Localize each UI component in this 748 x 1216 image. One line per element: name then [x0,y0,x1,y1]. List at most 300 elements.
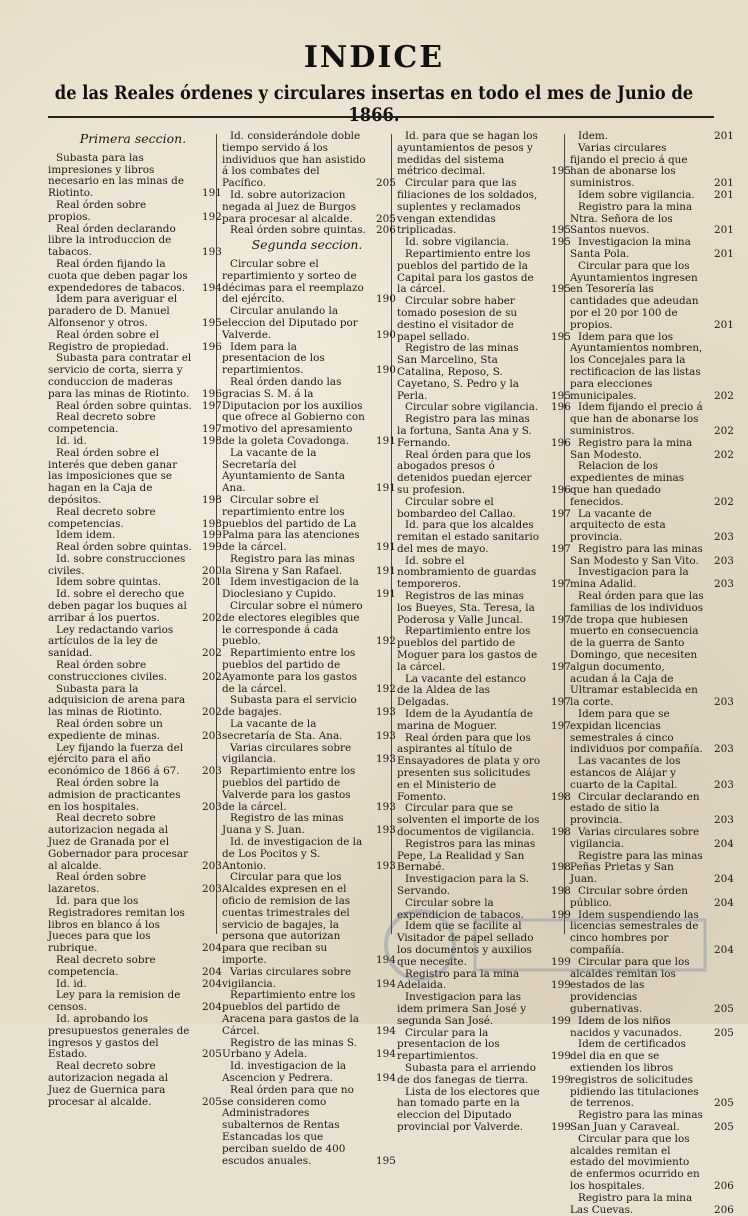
page-number: 194 [376,953,396,966]
page-number: 196 [551,483,571,496]
page-number: 204 [714,896,734,909]
page-number: 199 [551,1014,571,1027]
entry-text: Lista de los electores que han tomado parte en la eleccion del Diputado provincial por Valverde. [397,1085,540,1133]
entry-text: Id. investigacion de la Ascencion y Pedrera. [222,1060,347,1084]
page-number: 190 [376,364,396,377]
entry-text: Investigacion para la mina Adalid. [570,566,689,591]
index-entry [222,694,396,719]
index-entry [397,247,571,296]
page-number: 202 [202,647,222,660]
entry-text: Real órden sobre quintas. [56,399,192,412]
index-entry [222,600,396,648]
page-number: 197 [551,660,571,673]
page-title: INDICE [303,40,445,75]
entry-text: Idem sobre quintas. [56,576,162,589]
entry-text: Varias circulares fijando el precio á que han de abonarse los suministros. [570,141,688,190]
page-number: 195 [202,316,222,329]
index-entry [397,802,571,839]
index-entry [397,1026,571,1063]
index-entry [397,448,571,497]
page-number: 202 [714,448,734,461]
entry-text: Real órden para que los aspirantes al título de Ensayadores de plata y oro presenten sus solicitudes en el Ministerio de Fomento. [397,731,541,803]
page-number: 197 [202,399,222,412]
entry-text: Circular sobre el repartimiento y sorteo de décimas para el reemplazo del ejército. [222,257,364,306]
entry-text: Id. considerándole doble tiempo servido á los individuos que han asistido á los combates del Pacífico. [222,130,366,190]
index-entry [397,672,571,709]
page-number: 205 [202,1095,222,1108]
entry-text: La vacante de la Secretaría del Ayuntamiento de Santa Ana. [222,446,345,495]
entry-text: Idem. [578,130,609,142]
page-number: 193 [202,246,222,259]
entry-text: Repartimiento entre los pueblos del partido de Moguer para los gastos de la cárcel. [397,625,538,673]
page-number: 203 [714,778,734,791]
page-number: 190 [376,328,396,341]
entry-text: Real decreto sobre autorizacion negada al Juez de Granada por el Gobernador para procesar al alcalde. [48,812,189,872]
index-entry [222,989,396,1037]
entry-text: Registros para las minas Pepe, La Realidad y San Bernabé. [397,837,536,874]
page-number: 194 [376,1048,396,1061]
page-number: 192 [376,635,396,648]
entry-text: Id. sobre vigilancia. [405,236,510,249]
page-number: 206 [714,1179,734,1192]
index-entry [397,342,571,402]
index-entry [48,871,222,896]
entry-text: Investigacion para las idem primera San José y segunda San José. [397,991,527,1027]
entry-text: Id. de investigacion de la de Los Pocitos y S. Antonio. [222,836,363,872]
entry-text: Real decreto sobre competencia. [48,411,156,436]
entry-text: Idem investigacion de la Dioclesiano y Cupido. [222,576,359,601]
section-heading: Segunda seccion. [251,237,363,253]
index-entry [48,989,222,1014]
page-number: 193 [376,706,396,719]
index-entry [48,505,222,531]
entry-text: Real órden sobre el Registro de propiedad. [48,328,169,353]
page-number: 195 [551,330,571,343]
index-entry [222,493,396,554]
page-number: 203 [714,578,734,591]
entry-text: Repartimiento entre los pueblos del partido de la Capital para los gastos de la cárcel. [397,247,534,296]
entry-text: Real órden sobre lazaretos. [48,871,147,896]
entry-text: Circular sobre vigilancia. [405,401,539,414]
index-entry [570,590,734,709]
page-number: 201 [714,318,734,331]
entry-text: Id. id. [56,977,87,990]
entry-text: Registro de las minas S. Urbano y Adela. [222,1036,357,1061]
index-entry [570,755,734,791]
page-number: 204 [202,942,222,955]
index-entry [570,790,734,827]
index-entry [222,576,396,601]
index-entry [222,257,396,306]
page-number: 195 [376,1154,396,1167]
entry-text: Idem que se facilite al Visitador de papel sellado los documentos y auxilios que necesite. [397,920,534,968]
page-number: 199 [202,541,222,554]
index-entry [397,1085,571,1134]
entry-text: Idem de certificados del dia en que se extienden los libros registros de solicitudes pidiendo las titulaciones de terrenos. [570,1038,699,1110]
index-entry [397,837,571,874]
entry-text: Id. sobre el derecho que deben pagar los buques al arribar á los puertos. [48,588,187,624]
entry-text: La vacante de arquitecto de esta provincia. [570,507,666,544]
page-number: 203 [202,800,222,813]
index-entry [397,1061,571,1087]
page-number: 203 [714,531,734,544]
index-entry [570,1014,734,1040]
index-entry [48,446,222,507]
entry-text: Real órden sobre quintas. [56,541,192,554]
index-entry [397,413,571,449]
entry-text: Real órden fijando la cuota que deben pagar los expendedores de tabacos. [48,257,188,294]
index-entry [222,812,396,837]
entry-text: Id. sobre autorizacion negada al Juez de Burgos para procesar al alcalde. [222,188,357,225]
page-number: 199 [551,1120,571,1133]
page-number: 191 [376,588,396,601]
entry-text: Investigacion para la S. Servando. [397,873,530,897]
entry-text: Ley fijando la fuerza del ejército para el año económico de 1866 á 67. [48,741,184,778]
index-entry [397,295,571,343]
index-entry [48,659,222,684]
index-entry [48,953,222,979]
page-number: 198 [202,517,222,530]
page-number: 205 [714,1097,734,1110]
index-entry [222,871,396,966]
page-number: 201 [714,130,734,142]
page-number: 195 [551,236,571,249]
entry-text: Circular para que los alcaldes remitan el estado del movimiento de enfermos ocurrido en los hospitales. [570,1132,700,1192]
page-number: 200 [202,564,222,577]
entry-text: Real órden dando las gracias S. M. á la Diputacion por los auxilios que ofrece al Gobierno con motivo del apresamiento de la goleta Covadonga. [222,375,365,447]
page-number: 191 [376,564,396,577]
index-entry [570,1191,734,1216]
page-number: 191 [376,541,396,554]
entry-text: Circular sobre el repartimiento entre los pueblos del partido de La Palma para las atenciones de la cárcel. [222,493,360,554]
index-entry [222,1060,396,1085]
index-entry [48,198,222,224]
entry-text: Circular anulando la eleccion del Diputado por Valverde. [222,305,358,341]
index-entry [570,330,734,403]
page-number: 190 [376,293,396,306]
page-number: 195 [551,224,571,237]
entry-text: Circular sobre la expendicion de tabacos. [397,896,524,921]
page-number: 197 [551,578,571,591]
entry-text: Id. para que los alcaldes remitan el estado sanitario del mes de mayo. [397,519,539,555]
page-number: 205 [714,1120,734,1133]
page-number: 195 [551,389,571,402]
index-column-2 [222,130,396,1167]
index-entry [48,151,222,200]
index-entry [48,812,222,872]
index-entry [570,141,734,190]
entry-text: Registro para la mina Adelaida. [397,967,520,992]
page-number: 194 [376,977,396,990]
index-entry [570,460,734,508]
entry-text: Idem sobre vigilancia. [578,188,695,201]
page-number: 206 [714,1203,734,1216]
page-number: 199 [202,529,222,542]
entry-text: Registro para la mina Las Cuevas. [570,1191,693,1216]
page-number: 198 [202,434,222,447]
page-number: 203 [202,765,222,778]
entry-text: Registro de las minas San Marcelino, Sta Catalina, Reposo, S. Cayetano, S. Pedro y la Perla. [397,342,519,402]
library-watermark-stamp [380,900,720,990]
page-number: 203 [714,743,734,756]
entry-text: Real órden sobre el interés que deben ganar las imposiciones que se hagan en la Caja de depósitos. [48,446,178,506]
entry-text: Registro para la mina Ntra. Señora de los Santos nuevos. [570,200,693,237]
page-number: 202 [202,706,222,719]
page-number: 194 [376,1071,396,1084]
index-entry [222,224,396,237]
page-number: 199 [551,1050,571,1063]
entry-text: Registros de las minas los Bueyes, Sta. Teresa, la Poderosa y Valle Juncal. [397,590,535,626]
entry-text: Subasta para el arriendo de dos fanegas de tierra. [397,1061,536,1086]
entry-text: Id. sobre el nombramiento de guardas temporeros. [397,554,537,591]
entry-text: Idem para la presentacion de los repartimientos. [222,340,325,377]
entry-text: Real órden sobre propios. [48,198,147,223]
page-number: 199 [551,908,571,921]
index-entry [48,588,222,624]
page-number: 199 [551,955,571,968]
index-entry [48,293,222,329]
index-entry [222,340,396,377]
index-entry [570,849,734,886]
page-number: 205 [714,1026,734,1039]
index-entry [397,625,571,673]
entry-text: La vacante de la secretaría de Sta. Ana. [222,718,343,742]
page-number: 191 [376,482,396,495]
index-entry [48,411,222,436]
entry-text: Ley redactando varios artículos de la ley de sanidad. [48,623,174,660]
index-entry [222,647,396,695]
page-number: 197 [551,507,571,520]
entry-text: Real órden sobre la admision de practicantes en los hospitales. [48,777,181,813]
page-number: 196 [551,401,571,414]
index-entry [48,257,222,294]
index-entry [222,375,396,448]
section-heading: Primera seccion. [79,131,187,146]
page-number: 193 [376,824,396,837]
entry-text: Varias circulares sobre vigilancia. [222,965,352,990]
entry-text: Real órden sobre quintas. [230,224,366,237]
page-number: 204 [202,977,222,990]
index-entry [48,328,222,354]
page-number: 192 [202,210,222,223]
index-entry [222,836,396,872]
entry-text: Id. sobre construcciones civiles. [48,552,186,577]
index-entry [48,222,222,259]
page-number: 205 [714,1002,734,1015]
index-entry [48,895,222,955]
index-entry [222,1083,396,1168]
entry-text: Real decreto sobre competencias. [48,505,156,530]
index-entry [48,623,222,660]
entry-text: Registro para las minas San Modesto y San Vito. [570,542,703,567]
page-number: 203 [714,554,734,567]
index-entry [222,718,396,743]
entry-text: Id. para que se hagan los ayuntamientos de pesos y medidas del sistema métrico decimal. [397,130,538,178]
index-column-4 [570,130,734,1216]
page-number: 195 [551,165,571,178]
index-entry [222,965,396,991]
page-number: 202 [202,670,222,683]
entry-text: Repartimiento entre los pueblos del partido de Aracena para gastos de la Cárcel. [222,989,360,1037]
page-number: 204 [202,1001,222,1014]
entry-text: Relacion de los expedientes de minas que han quedado fenecidos. [570,460,685,508]
entry-text: Subasta para la adquisicion de arena para las minas de Riotinto. [48,682,186,719]
entry-text: Registro de las minas Juana y S. Juan. [222,812,344,837]
index-entry [222,1036,396,1062]
page-number: 199 [551,979,571,992]
index-entry [48,777,222,813]
page-number: 201 [202,576,222,589]
entry-text: Ley para la remision de censos. [48,989,181,1014]
entry-text: Registro para las minas la Sirena y San Rafael. [222,552,355,577]
index-entry [48,682,222,719]
entry-text: Circular para que se solventen el importe de los documentos de vigilancia. [397,802,540,839]
page-number: 205 [376,177,396,190]
entry-text: Idem suspendiendo las licencias semestrales de cinco hombres por compañía. [570,908,699,956]
page-number: 195 [551,283,571,296]
page-number: 192 [376,682,396,695]
page-number: 202 [714,389,734,402]
index-entry [570,708,734,756]
index-entry [570,507,734,544]
entry-text: Circular sobre órden público. [570,885,688,909]
entry-text: Idem fijando el precio á que han de abonarse los suministros. [570,401,703,437]
page-number: 193 [376,753,396,766]
entry-text: Circular para que los Ayuntamientos ingresen en Tesorería las cantidades que adeudan por el 20 por 100 de propios. [570,259,699,331]
index-column-1 [48,131,222,1108]
index-entry [222,446,396,495]
index-entry [397,873,571,898]
index-entry [570,1038,734,1110]
index-entry [48,552,222,578]
entry-text: Idem de los niños nacidos y vacunados. [570,1014,682,1039]
page-number: 203 [714,814,734,827]
index-entry [222,305,396,341]
entry-text: Circular para la presentacion de los repartimientos. [397,1026,500,1063]
entry-text: Id. aprobando los presupuestos generales de ingresos y gastos del Estado. [48,1012,190,1061]
entry-text: Real órden para que no se consideren como Administradores subalternos de Rentas Estancadas los que perciban sueldo de 400 escudos anuales. [222,1083,354,1167]
entry-text: Registro para las minas San Juan y Caraveal. [570,1109,703,1133]
entry-text: La vacante del estanco de la Aldea de las Delgadas. [397,672,526,709]
index-entry [48,352,222,400]
page-number: 204 [714,873,734,886]
entry-text: Real decreto sobre competencia. [48,953,156,978]
index-entry [397,519,571,555]
index-entry [397,495,571,521]
page-number: 191 [376,434,396,447]
page-number: 201 [714,247,734,260]
page-number: 204 [714,943,734,956]
page-number: 196 [202,387,222,400]
index-entry [222,765,396,813]
page-subtitle: de las Reales órdenes y circulares insertas en todo el mes de Junio de 1866. [54,82,694,126]
entry-text: Circular sobre el número de electores elegibles que le corresponde á cada pueblo. [222,600,363,648]
entry-text: Varias circulares sobre vigilancia. [570,826,700,850]
page-number: 202 [714,424,734,437]
index-entry [570,401,734,437]
entry-text: Id. para que los Registradores remitan los libros en blanco á los Jueces para que los rubrique. [48,895,185,955]
index-entry [570,236,734,261]
page-number: 205 [202,1048,222,1061]
page-number: 203 [714,696,734,709]
entry-text: Circular sobre haber tomado posesion de su destino el visitador de papel sellado. [397,295,518,343]
page-number: 197 [551,696,571,709]
entry-text: Idem para que se expidan licencias semestrales á cinco individuos por compañía. [570,708,703,756]
page-number: 198 [551,861,571,874]
page-number: 199 [551,1073,571,1086]
entry-text: Real órden para que las familias de los individuos de tropa que hubiesen muerto en consecuencia de la guerra de Santo Domingo, que necesiten algun documento, acudan á la Caja de Ultramar establecida en la corte. [570,590,704,709]
page-number: 202 [714,495,734,508]
entry-text: Idem de la Ayudantía de marina de Moguer. [397,708,533,732]
index-entry [397,177,571,237]
index-entry [397,991,571,1027]
entry-text: Subasta para contratar el servicio de corta, sierra y conduccion de maderas para las minas de Riotinto. [48,352,192,400]
page-number: 202 [202,611,222,624]
page-number: 201 [714,224,734,237]
entry-text: Circular para que los alcaldes remitan los estados de las providencias gubernativas. [570,955,690,1015]
entry-text: Circular declarando en estado de sitio la provincia. [570,790,700,827]
index-entry [570,200,734,237]
index-entry [48,1012,222,1061]
entry-text: Investigacion la mina Santa Pola. [570,236,691,260]
entry-text: Circular para que las filiaciones de los soldados, suplentes y reclamados vengan extendidas triplicadas. [397,177,538,237]
entry-text: Repartimiento entre los pueblos del partido de Valverde para los gastos de la cárcel. [222,765,356,813]
index-entry [48,718,222,743]
header-rule [48,116,714,118]
index-entry [222,188,396,225]
page-number: 196 [551,436,571,449]
index-entry [397,731,571,804]
page-number: 201 [714,177,734,190]
index-entry [397,708,571,733]
page-number: 191 [202,187,222,200]
page-number: 204 [202,965,222,978]
page-number: 193 [376,859,396,872]
index-entry [397,554,571,591]
index-entry [570,566,734,591]
entry-text: Registre para las minas Peñas Prietas y San Juan. [570,849,703,886]
index-entry [222,130,396,190]
page-number: 196 [202,340,222,353]
entry-text: Varias circulares sobre vigilancia. [222,741,352,766]
index-entry [222,741,396,767]
page-number: 197 [551,613,571,626]
page-number: 203 [202,729,222,742]
entry-text: Idem para que los Ayuntamientos nombren, los Concejales para la rectificacion de las listas para elecciones municipales. [570,330,703,402]
entry-text: Real órden sobre un expediente de minas. [48,718,163,742]
page-number: 203 [202,883,222,896]
page-number: 203 [202,859,222,872]
index-entry [397,590,571,626]
entry-text: Repartimiento entre los pueblos del partido de Ayamonte para los gastos de la cárcel. [222,647,358,695]
page-number: 193 [376,800,396,813]
index-entry [570,259,734,332]
page-number: 198 [551,790,571,803]
entry-text: Registro para las minas la fortuna, Santa Ana y S. Fernando. [397,413,532,449]
index-entry [570,1109,734,1134]
entry-text: Idem para averiguar el paradero de D. Manuel Alfonsenor y otros. [48,293,178,329]
index-entry [570,436,734,462]
index-entry [48,1060,222,1108]
entry-text: Registro para la mina San Modesto. [570,436,693,461]
index-entry [570,1132,734,1193]
entry-text: Real órden sobre construcciones civiles. [48,659,168,683]
page-number: 194 [202,281,222,294]
entry-text: Circular sobre el bombardeo del Callao. [397,495,516,520]
index-entry [397,130,571,178]
entry-text: Idem idem. [56,529,116,542]
page-number: 197 [202,423,222,436]
